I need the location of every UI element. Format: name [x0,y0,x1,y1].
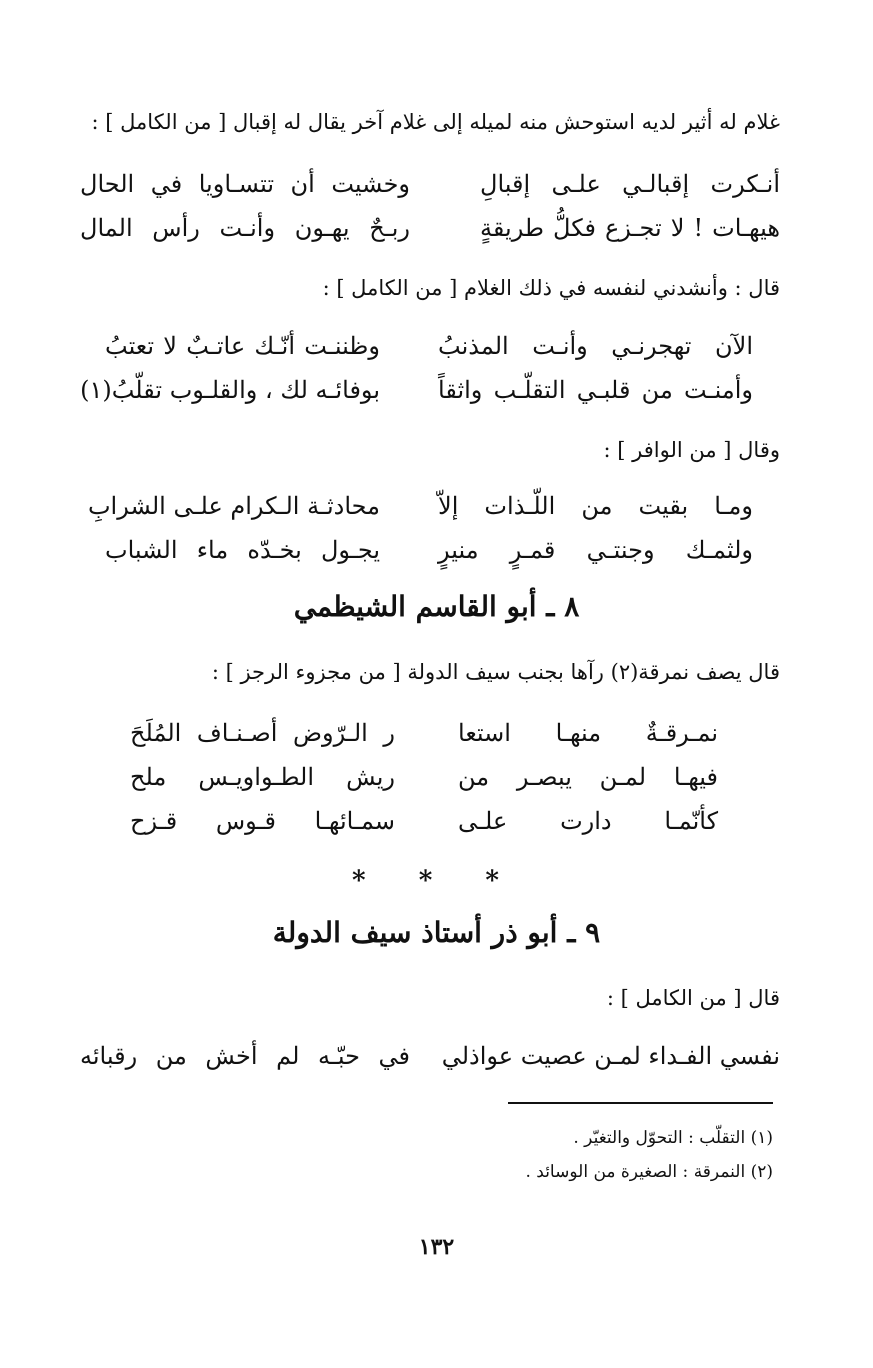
verse-first-hemistich: فيهـا لمـن يبصـر من [458,763,718,791]
section-heading: ٨ ـ أبو القاسم الشيظمي [293,590,580,623]
verse-second-hemistich: وظننـت أنّـك عاتـبٌ لا تعتبُ [105,332,380,360]
intro-line: قال يصف نمرقة(٢) رآها بجنب سيف الدولة [ من مجزوء الرجز ] : [211,660,780,684]
verse-first-hemistich: الآن تهجرنـي وأنـت المذنبُ [438,332,753,360]
verse-second-hemistich: ر الـرّوض أصـنـاف المُلَحَ [130,719,395,747]
verse-line [80,1036,780,1076]
verse-first-hemistich: وأمنـت من قلبـي التقلّـب واثقاً [438,376,753,404]
verse-second-hemistich: وخشيت أن تتسـاويا في الحال [80,170,410,198]
intro-line: غلام له أثير لديه استوحش منه لميله إلى غلام آخر يقال له إقبال [ من الكامل ] : [91,110,780,134]
section-heading: ٩ ـ أبو ذر أستاذ سيف الدولة [272,916,601,949]
verse-line [105,530,753,570]
verse-line [80,370,753,410]
verse-line [130,801,718,841]
verse-first-hemistich: كأنّمـا دارت علـى [458,807,718,835]
intro-line: قال [ من الكامل ] : [606,986,780,1010]
intro-line: قال : وأنشدني لنفسه في ذلك الغلام [ من الكامل ] : [322,276,780,300]
verse-first-hemistich: ومـا بقيت من اللّـذات إلاّ [438,492,753,520]
verse-line [130,713,718,753]
verse-first-hemistich: نفسي الفـداء لمـن عصيت عواذلي [441,1042,780,1070]
verse-second-hemistich: يجـول بخـدّه ماء الشباب [105,536,380,564]
verse-line [105,326,753,366]
verse-first-hemistich: أنـكرت إقبالـي علـى إقبالِ [480,170,780,198]
section-divider: * * * [352,866,521,896]
verse-second-hemistich: سمـائهـا قـوس قـزح [130,807,395,835]
footnote-separator [508,1102,773,1104]
footnote: (١) التقلّب : التحوّل والتغيّر . [573,1128,773,1148]
verse-line [130,757,718,797]
verse-line [80,208,780,248]
page-number: ١٣٢ [418,1234,455,1260]
verse-second-hemistich: محادثـة الـكرام علـى الشرابِ [87,492,380,520]
verse-first-hemistich: هيهـات ! لا تجـزع فكلُّ طريقةٍ [480,214,780,242]
verse-second-hemistich: بوفائـه لك ، والقلـوب تقلّبُ(١) [80,376,380,404]
verse-second-hemistich: ريش الطـواويـس ملح [130,763,395,791]
verse-second-hemistich: في حبّـه لم أخش من رقبائه [80,1042,410,1070]
verse-first-hemistich: نمـرقـةٌ منهـا استعا [458,719,718,747]
intro-line: وقال [ من الوافر ] : [603,438,780,462]
verse-line [80,164,780,204]
verse-line [87,486,753,526]
footnote: (٢) النمرقة : الصغيرة من الوسائد . [525,1162,773,1182]
verse-first-hemistich: ولثمـك وجنتـي قمـرٍ منيرٍ [438,536,753,564]
verse-second-hemistich: ربـحٌ يهـون وأنـت رأس المال [80,214,410,242]
